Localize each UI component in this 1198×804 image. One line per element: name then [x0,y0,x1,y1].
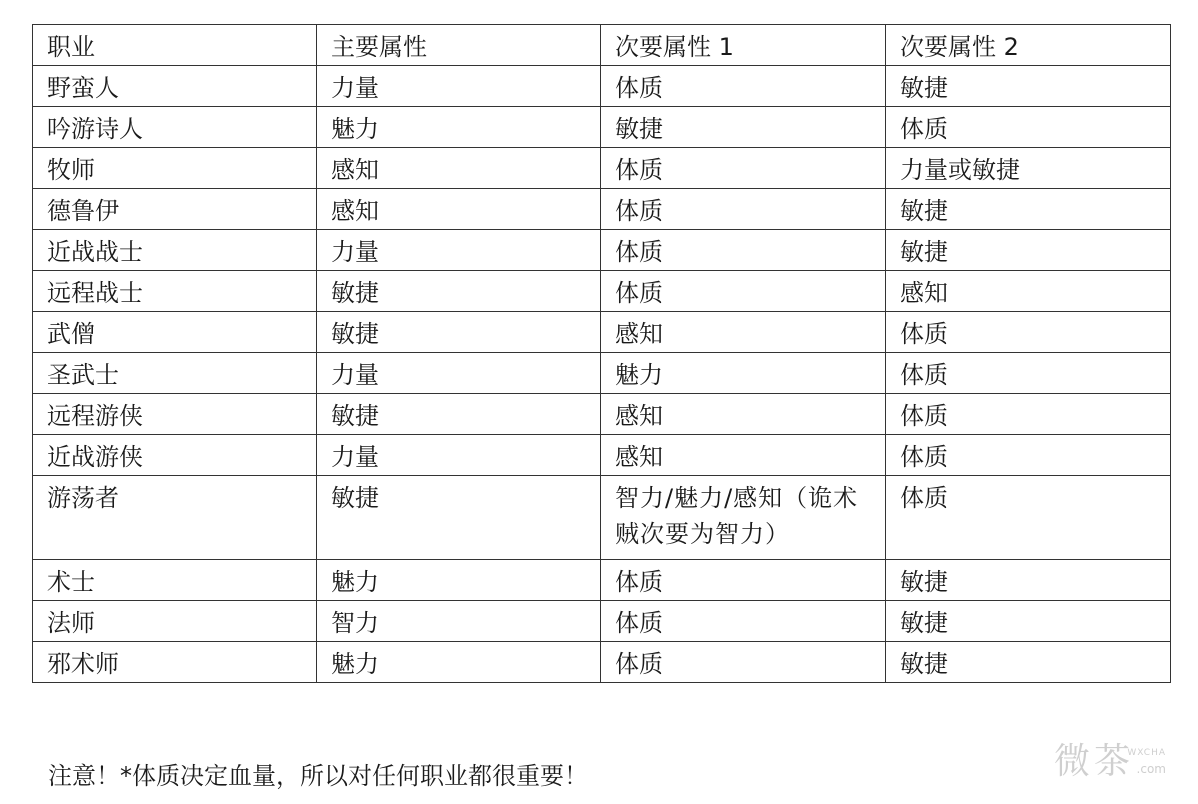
table-header-row [33,25,1171,66]
table-row [33,435,1171,476]
table-cell-class: 游荡者 [33,476,317,560]
table-cell-secondary-2: 体质 [886,312,1171,353]
header-class: 职业 [33,25,317,66]
table-cell-primary: 魅力 [317,560,601,601]
table-row [33,230,1171,271]
table-row [33,107,1171,148]
table-cell-secondary-2: 体质 [886,476,1171,560]
table-cell-primary: 魅力 [317,107,601,148]
table-cell-secondary-2: 敏捷 [886,601,1171,642]
header-secondary-attribute-2: 次要属性 2 [886,25,1171,66]
table-cell-secondary-2: 敏捷 [886,189,1171,230]
table-cell-class: 术士 [33,560,317,601]
table-row [33,642,1171,683]
table-row [33,66,1171,107]
table-cell-class: 法师 [33,601,317,642]
table-cell-class: 近战游侠 [33,435,317,476]
constitution-note: 注意！*体质决定血量，所以对任何职业都很重要！ [48,762,588,790]
watermark-logo [1048,740,1168,784]
table-cell-class: 近战战士 [33,230,317,271]
table-cell-secondary-1: 感知 [601,394,886,435]
class-attribute-table [32,24,1171,683]
table-row [33,312,1171,353]
table-cell-primary: 感知 [317,148,601,189]
table-cell-secondary-1: 体质 [601,230,886,271]
table-row [33,394,1171,435]
table-cell-secondary-1: 体质 [601,642,886,683]
table-row [33,476,1171,560]
table-row [33,271,1171,312]
table-cell-class: 吟游诗人 [33,107,317,148]
table-cell-secondary-1: 魅力 [601,353,886,394]
table-cell-primary: 感知 [317,189,601,230]
table-cell-secondary-2: 敏捷 [886,560,1171,601]
header-primary-attribute: 主要属性 [317,25,601,66]
table-cell-primary: 敏捷 [317,476,601,560]
table-cell-secondary-1: 体质 [601,148,886,189]
watermark-sub: WXCHA [1127,748,1166,758]
table-cell-secondary-1: 感知 [601,312,886,353]
table-row [33,601,1171,642]
table-cell-secondary-2: 体质 [886,394,1171,435]
table-cell-primary: 力量 [317,66,601,107]
table-cell-secondary-2: 敏捷 [886,642,1171,683]
table-cell-class: 德鲁伊 [33,189,317,230]
table-cell-class: 远程战士 [33,271,317,312]
table-cell-class: 邪术师 [33,642,317,683]
table-cell-secondary-1: 体质 [601,601,886,642]
table-cell-secondary-2: 感知 [886,271,1171,312]
table-cell-primary: 敏捷 [317,271,601,312]
table-cell-secondary-2: 体质 [886,353,1171,394]
header-secondary-attribute-1: 次要属性 1 [601,25,886,66]
table-cell-secondary-2: 力量或敏捷 [886,148,1171,189]
table-cell-primary: 力量 [317,435,601,476]
table-cell-secondary-1: 体质 [601,271,886,312]
table-cell-class: 圣武士 [33,353,317,394]
table-cell-secondary-2: 体质 [886,107,1171,148]
table-cell-class: 牧师 [33,148,317,189]
table-cell-primary: 力量 [317,353,601,394]
table-cell-secondary-1: 敏捷 [601,107,886,148]
watermark-text: 微茶 [1054,741,1135,782]
table-cell-class: 野蛮人 [33,66,317,107]
watermark-url: .com [1136,762,1166,776]
table-cell-secondary-2: 敏捷 [886,66,1171,107]
table-cell-secondary-2: 敏捷 [886,230,1171,271]
table-cell-primary: 敏捷 [317,312,601,353]
table-cell-primary: 魅力 [317,642,601,683]
table-cell-secondary-1: 体质 [601,560,886,601]
table-row [33,189,1171,230]
table-cell-secondary-2: 体质 [886,435,1171,476]
table-cell-class: 武僧 [33,312,317,353]
table-cell-primary: 力量 [317,230,601,271]
table-cell-primary: 智力 [317,601,601,642]
table-row [33,353,1171,394]
table-cell-secondary-1: 体质 [601,189,886,230]
table-row [33,148,1171,189]
table-cell-secondary-1: 体质 [601,66,886,107]
table-row [33,560,1171,601]
table-cell-secondary-1: 感知 [601,435,886,476]
table-cell-primary: 敏捷 [317,394,601,435]
table-cell-class: 远程游侠 [33,394,317,435]
table-cell-secondary-1: 智力/魅力/感知（诡术贼次要为智力） [601,476,886,560]
